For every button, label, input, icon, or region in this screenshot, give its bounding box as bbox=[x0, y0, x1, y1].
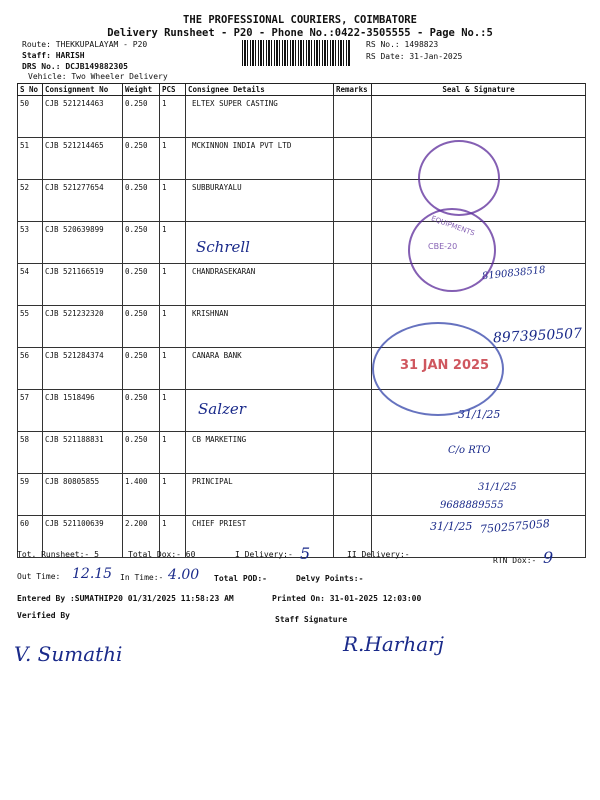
handwritten-phone: 7502575058 bbox=[479, 516, 551, 537]
in-time-value: 4.00 bbox=[168, 567, 200, 583]
document-title: THE PROFESSIONAL COURIERS, COIMBATORE bbox=[183, 14, 417, 26]
consignee-cell: CB MARKETING bbox=[186, 432, 334, 474]
rtn-dox-value: 9 bbox=[543, 548, 554, 567]
pcs-cell: 1 bbox=[160, 264, 186, 306]
weight-cell: 0.250 bbox=[123, 138, 160, 180]
serial-number-cell: 60 bbox=[18, 516, 43, 558]
handwritten-phone: 8190838518 bbox=[481, 264, 547, 283]
consignment-number-cell: CJB 80805855 bbox=[43, 474, 123, 516]
staff-signature: R.Harharj bbox=[343, 632, 444, 656]
serial-number-cell: 59 bbox=[18, 474, 43, 516]
table-header-row bbox=[18, 84, 586, 96]
delivery-points-label: Delvy Points:- bbox=[296, 574, 364, 583]
weight-cell: 1.400 bbox=[123, 474, 160, 516]
serial-number-cell: 55 bbox=[18, 306, 43, 348]
staff-label: Staff: HARISH bbox=[22, 51, 85, 60]
column-header: Remarks bbox=[334, 84, 372, 96]
weight-cell: 0.250 bbox=[123, 222, 160, 264]
weight-cell: 0.250 bbox=[123, 390, 160, 432]
rs-date: RS Date: 31-Jan-2025 bbox=[366, 52, 463, 61]
printed-on: Printed On: 31-01-2025 12:03:00 bbox=[272, 594, 422, 603]
out-time-label: Out Time: bbox=[17, 572, 61, 581]
remarks-cell bbox=[334, 474, 372, 516]
consignee-cell: PRINCIPAL bbox=[186, 474, 334, 516]
weight-cell: 0.250 bbox=[123, 96, 160, 138]
consignment-number-cell: CJB 521166519 bbox=[43, 264, 123, 306]
weight-cell: 2.200 bbox=[123, 516, 160, 558]
drs-number: DRS No.: DCJB149882305 bbox=[22, 62, 128, 71]
consignee-cell: ELTEX SUPER CASTING bbox=[186, 96, 334, 138]
vehicle-label: Vehicle: Two Wheeler Delivery bbox=[28, 72, 168, 81]
remarks-cell bbox=[334, 180, 372, 222]
serial-number-cell: 58 bbox=[18, 432, 43, 474]
column-header: Consignment No bbox=[43, 84, 123, 96]
document-subtitle: Delivery Runsheet - P20 - Phone No.:0422-3505555 - Page No.:5 bbox=[107, 27, 493, 39]
pcs-cell: 1 bbox=[160, 96, 186, 138]
rs-number: RS No.: 1498823 bbox=[366, 40, 439, 49]
remarks-cell bbox=[334, 390, 372, 432]
stamp-date-text: 31 JAN 2025 bbox=[400, 358, 490, 373]
handwritten-phone: 9688889555 bbox=[440, 500, 504, 511]
pcs-cell: 1 bbox=[160, 138, 186, 180]
serial-number-cell: 50 bbox=[18, 96, 43, 138]
handwritten-date: 31/1/25 bbox=[478, 482, 517, 493]
i-delivery-value: 5 bbox=[300, 544, 311, 563]
weight-cell: 0.250 bbox=[123, 180, 160, 222]
weight-cell: 0.250 bbox=[123, 432, 160, 474]
handwritten-date: 31/1/25 bbox=[430, 520, 473, 533]
consignment-number-cell: CJB 521214465 bbox=[43, 138, 123, 180]
date-stamp bbox=[372, 322, 504, 416]
in-time-label: In Time:- bbox=[120, 573, 164, 582]
ii-delivery-label: II Delivery:- bbox=[347, 550, 410, 559]
total-runsheet: Tot. Runsheet:- 5 bbox=[17, 550, 99, 559]
rtn-dox-label: RTN Dox:- bbox=[493, 556, 537, 565]
pcs-cell: 1 bbox=[160, 222, 186, 264]
remarks-cell bbox=[334, 348, 372, 390]
consignment-number-cell: CJB 521100639 bbox=[43, 516, 123, 558]
company-seal-stamp bbox=[408, 208, 496, 292]
handwritten-date: 31/1/25 bbox=[458, 408, 501, 421]
total-dox: Total Dox:- 60 bbox=[128, 550, 196, 559]
remarks-cell bbox=[334, 432, 372, 474]
pcs-cell: 1 bbox=[160, 390, 186, 432]
consignee-cell: SUBBURAYALU bbox=[186, 180, 334, 222]
serial-number-cell: 54 bbox=[18, 264, 43, 306]
consignment-number-cell: CJB 521277654 bbox=[43, 180, 123, 222]
column-header: S No bbox=[18, 84, 43, 96]
route-label: Route: THEKKUPALAYAM - P20 bbox=[22, 40, 148, 49]
stamp-code-text: CBE-20 bbox=[428, 242, 458, 251]
remarks-cell bbox=[334, 138, 372, 180]
remarks-cell bbox=[334, 264, 372, 306]
total-pod-label: Total POD:- bbox=[214, 574, 267, 583]
weight-cell: 0.250 bbox=[123, 306, 160, 348]
column-header: PCS bbox=[160, 84, 186, 96]
table-row bbox=[18, 222, 586, 264]
consignee-cell: CANARA BANK bbox=[186, 348, 334, 390]
consignee-cell: MCKINNON INDIA PVT LTD bbox=[186, 138, 334, 180]
i-delivery-label: I Delivery:- bbox=[235, 550, 293, 559]
barcode-image bbox=[242, 40, 350, 66]
weight-cell: 0.250 bbox=[123, 264, 160, 306]
entered-by: Entered By :SUMATHIP20 01/31/2025 11:58:23 AM bbox=[17, 594, 234, 603]
pcs-cell: 1 bbox=[160, 432, 186, 474]
pcs-cell: 1 bbox=[160, 180, 186, 222]
stamp-company-text: EQUIPMENTS bbox=[430, 214, 476, 238]
pcs-cell: 1 bbox=[160, 306, 186, 348]
serial-number-cell: 51 bbox=[18, 138, 43, 180]
serial-number-cell: 56 bbox=[18, 348, 43, 390]
pcs-cell: 1 bbox=[160, 516, 186, 558]
consignment-number-cell: CJB 521188831 bbox=[43, 432, 123, 474]
consignment-number-cell: CJB 520639899 bbox=[43, 222, 123, 264]
seal-stamp bbox=[418, 140, 500, 216]
table-row bbox=[18, 432, 586, 474]
table-row bbox=[18, 180, 586, 222]
weight-cell: 0.250 bbox=[123, 348, 160, 390]
column-header: Seal & Signature bbox=[372, 84, 586, 96]
consignment-number-cell: CJB 1518496 bbox=[43, 390, 123, 432]
consignment-number-cell: CJB 521284374 bbox=[43, 348, 123, 390]
remarks-cell bbox=[334, 96, 372, 138]
table-row bbox=[18, 138, 586, 180]
consignment-number-cell: CJB 521232320 bbox=[43, 306, 123, 348]
consignee-cell: CHANDRASEKARAN bbox=[186, 264, 334, 306]
staff-signature-label: Staff Signature bbox=[275, 615, 348, 624]
consignee-cell: CHIEF PRIEST bbox=[186, 516, 334, 558]
pcs-cell: 1 bbox=[160, 474, 186, 516]
handwritten-note: Schrell bbox=[196, 238, 250, 256]
consignment-number-cell: CJB 521214463 bbox=[43, 96, 123, 138]
verified-by-label: Verified By bbox=[17, 611, 70, 620]
consignee-cell: KRISHNAN bbox=[186, 306, 334, 348]
handwritten-phone: 8973950507 bbox=[492, 325, 583, 347]
verified-signature: V. Sumathi bbox=[14, 642, 123, 666]
remarks-cell bbox=[334, 222, 372, 264]
serial-number-cell: 52 bbox=[18, 180, 43, 222]
seal-signature-cell bbox=[372, 96, 586, 138]
out-time-value: 12.15 bbox=[72, 566, 113, 582]
column-header: Weight bbox=[123, 84, 160, 96]
remarks-cell bbox=[334, 306, 372, 348]
handwritten-note: C/o RTO bbox=[448, 445, 491, 456]
column-header: Consignee Details bbox=[186, 84, 334, 96]
handwritten-note: Salzer bbox=[198, 400, 246, 418]
pcs-cell: 1 bbox=[160, 348, 186, 390]
serial-number-cell: 53 bbox=[18, 222, 43, 264]
serial-number-cell: 57 bbox=[18, 390, 43, 432]
table-row bbox=[18, 96, 586, 138]
